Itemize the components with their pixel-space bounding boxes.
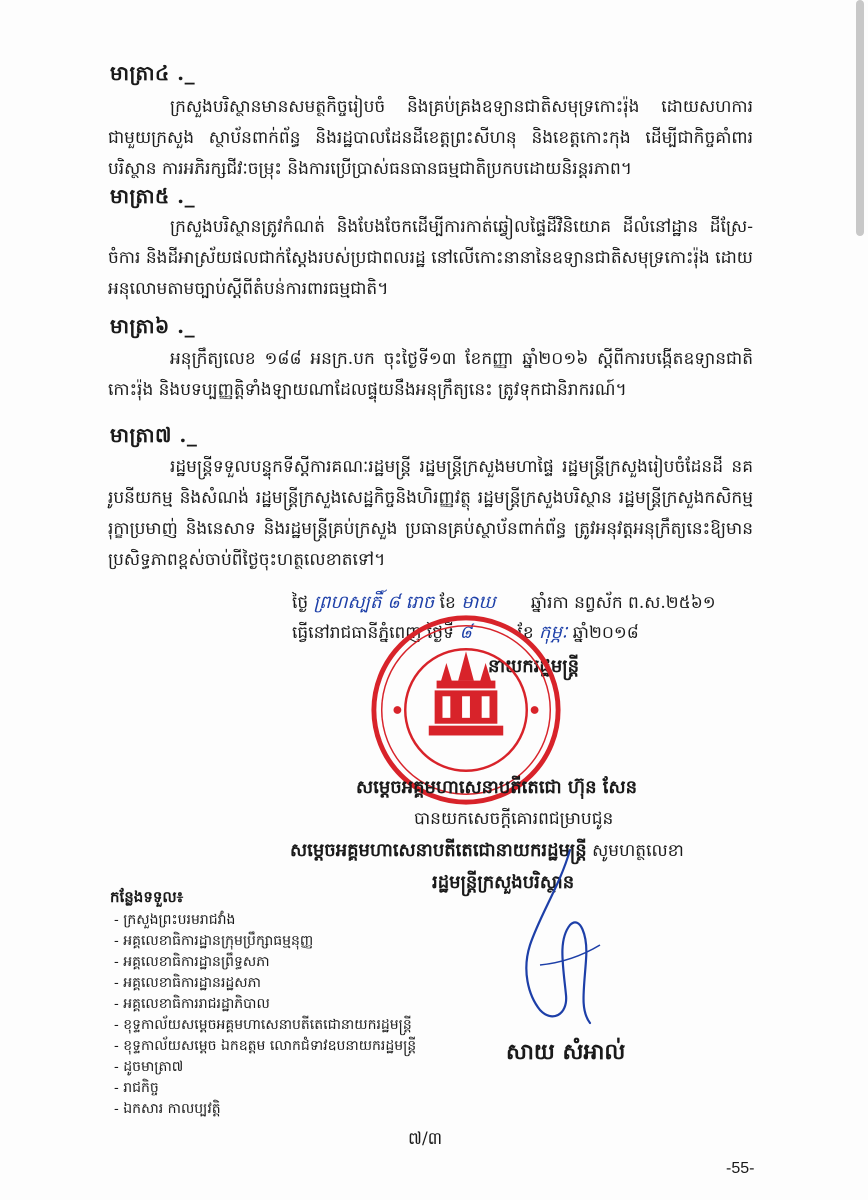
lunar-month-handwritten: មាឃ (461, 592, 496, 613)
month-label: ខែ (517, 623, 534, 643)
cc-item: - អគ្គលេខាធិការដ្ឋានរដ្ឋសភា (114, 973, 416, 994)
lunar-month-label: ខែ (439, 593, 456, 613)
article-4-heading: មាត្រា៤ ._ (110, 61, 196, 85)
minister-name: សាយ សំអាល់ (506, 1039, 626, 1065)
minister-title: រដ្ឋមន្ត្រីក្រសួងបរិស្ថាន (432, 872, 575, 893)
cc-item: - រាជកិច្ច (114, 1078, 416, 1099)
page-fraction: ៧/៣ (408, 1129, 443, 1149)
handwritten-signature-icon (500, 845, 680, 1065)
article-6-heading: មាត្រា៦ ._ (110, 314, 196, 338)
page-number: -55- (726, 1160, 755, 1177)
prime-minister-name: សម្តេចអគ្គមហាសេនាបតីតេជោ ហ៊ុន សែន (356, 777, 638, 798)
lunar-date-prefix: ថ្ងៃ (292, 593, 309, 613)
addressee: សម្តេចអគ្គមហាសេនាបតីតេជោនាយករដ្ឋមន្ត្រី (290, 840, 587, 861)
cc-item: - អគ្គលេខាធិការដ្ឋានក្រុមប្រឹក្សាធម្មនុញ្ញ (114, 931, 416, 952)
cc-item: - អគ្គលេខាធិការដ្ឋានព្រឹទ្ធសភា (114, 952, 416, 973)
lunar-day-handwritten: ព្រហស្បតិ៍ ៨ រោច (313, 592, 435, 613)
cc-item: - អគ្គលេខាធិការរាជរដ្ឋាភិបាល (114, 994, 416, 1015)
place-prefix: ធ្វើនៅរាជធានីភ្នំពេញ ថ្ងៃទី (292, 623, 454, 643)
cc-item: - ខុទ្ទកាល័យសម្តេចអគ្គមហាសេនាបតីតេជោនាយករដ្ឋមន្ត្រី (114, 1015, 416, 1036)
cc-list (114, 910, 416, 1120)
year: ឆ្នាំ២០១៨ (572, 623, 639, 643)
article-4-text: ក្រសួងបរិស្ថានមានសមត្ថកិច្ចរៀបចំ និងគ្រប់គ្រងឧទ្យានជាតិសមុទ្រកោះរ៉ុង ដោយសហការជាមួយក្រសួង ស្ថាប័នពាក់ព័ន្ធ និងរដ្ឋបាលដែនដីខេត្តព្រះសីហនុ និងខេត្តកោះកុង ដើម្បីជាកិច្ចគាំពារបរិស្ថាន ការអភិរក្សជីវៈចម្រុះ និងការប្រើប្រាស់ធនធានធម្មជាតិប្រកបដោយនិរន្តរភាព។ (108, 97, 753, 179)
month-handwritten: កុម្ភៈ (539, 622, 568, 643)
article-5-text: ក្រសួងបរិស្ថានត្រូវកំណត់ និងបែងចែកដើម្បីការកាត់ឆ្វៀលផ្ទៃដីវិនិយោគ ដីលំនៅដ្ឋាន ដីស្រែ-ចំការ និងដីអាស្រ័យផលជាក់ស្តែងរបស់ប្រជាពលរដ្ឋ នៅលើកោះនានានៃឧទ្យានជាតិសមុទ្រកោះរ៉ុង ដោយអនុលោមតាមច្បាប់ស្តីពីតំបន់ការពារធម្មជាតិ។ (108, 217, 753, 299)
lunar-year: ឆ្នាំរកា នព្វស័ក ព.ស.២៥៦១ (530, 593, 716, 613)
cc-item: - ក្រសួងព្រះបរមរាជវាំង (114, 910, 416, 931)
scrollbar-thumb[interactable] (856, 0, 864, 236)
cc-item: - ដូចមាត្រា៧ (114, 1057, 416, 1078)
article-7-heading: មាត្រា៧ ._ (110, 423, 198, 447)
cc-item: - ឯកសារ កាលប្បវត្តិ (114, 1099, 416, 1120)
proposal-line: បានយកសេចក្តីគោរពជម្រាបជូន (414, 809, 614, 829)
addressee-suffix: សូមហត្ថលេខា (592, 841, 684, 861)
cc-title: កន្លែងទទួល៖ (110, 888, 184, 906)
day-handwritten: ៨ (459, 622, 473, 643)
article-6-text: អនុក្រឹត្យលេខ ១៨៨ អនក្រ.បក ចុះថ្ងៃទី១៣ ខែកញ្ញា ឆ្នាំ២០១៦ ស្តីពីការបង្កើតឧទ្យានជាតិកោះរ៉ុង និងបទប្បញ្ញត្តិទាំងឡាយណាដែលផ្ទុយនឹងអនុក្រឹត្យនេះ ត្រូវទុកជានិរាករណ៍។ (108, 349, 753, 400)
signatory-role: នាយករដ្ឋមន្ត្រី (488, 656, 580, 677)
article-7-text: រដ្ឋមន្ត្រីទទួលបន្ទុកទីស្តីការគណៈរដ្ឋមន្ត្រី រដ្ឋមន្ត្រីក្រសួងមហាផ្ទៃ រដ្ឋមន្ត្រីក្រសួងរៀបចំដែនដី នគរូបនីយកម្ម និងសំណង់ រដ្ឋមន្ត្រីក្រសួងសេដ្ឋកិច្ចនិងហិរញ្ញវត្ថុ រដ្ឋមន្ត្រីក្រសួងបរិស្ថាន រដ្ឋមន្ត្រីក្រសួងកសិកម្ម រុក្ខាប្រមាញ់ និងនេសាទ និងរដ្ឋមន្ត្រីគ្រប់ក្រសួង ប្រធានគ្រប់ស្ថាប័នពាក់ព័ន្ធ ត្រូវអនុវត្តអនុក្រឹត្យនេះឱ្យមានប្រសិទ្ធភាពខ្ពស់ចាប់ពីថ្ងៃចុះហត្ថលេខាតទៅ។ (108, 457, 753, 570)
article-5-heading: មាត្រា៥ ._ (110, 184, 196, 208)
cc-item: - ខុទ្ទកាល័យសម្តេច ឯកឧត្តម លោកជំទាវឧបនាយករដ្ឋមន្ត្រី (114, 1036, 416, 1057)
